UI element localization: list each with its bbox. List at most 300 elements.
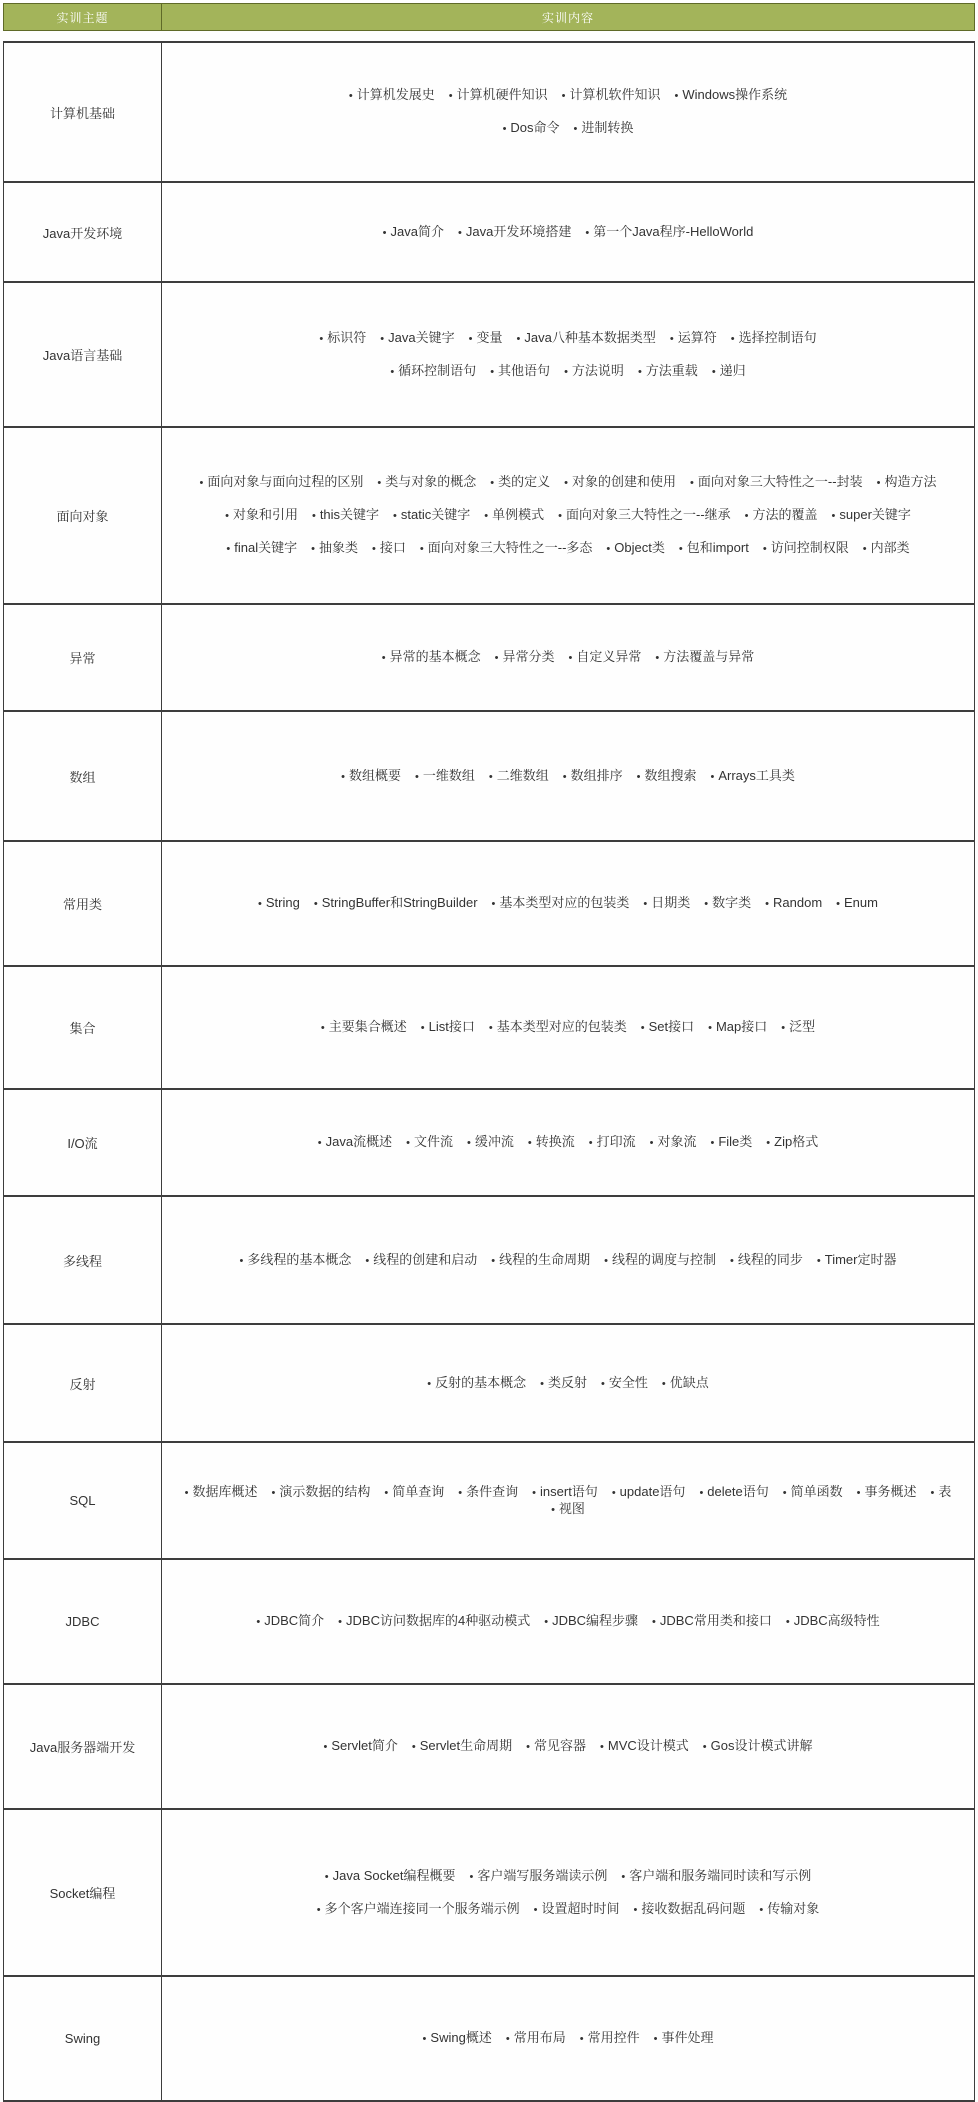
content-item: • 内部类 <box>862 540 910 555</box>
content-item: • 反射的基本概念 <box>427 1374 527 1390</box>
bullet-icon: • <box>766 1137 771 1149</box>
content-item: • Java关键字 <box>380 329 455 345</box>
bullet-icon: • <box>930 1486 935 1499</box>
table-row <box>4 1560 974 1685</box>
bullet-icon: • <box>377 477 382 489</box>
content-item: • JDBC编程步骤 <box>544 1613 639 1628</box>
bullet-icon: • <box>320 1022 325 1034</box>
bullet-icon: • <box>606 543 611 555</box>
bullet-icon: • <box>491 898 496 910</box>
content-item: • JDBC常用类和接口 <box>652 1613 772 1628</box>
content-item: • 多个客户端连接同一个服务端示例 <box>316 1900 520 1916</box>
topic-cell: Socket编程 <box>4 1810 162 1975</box>
content-item: • 面向对象三大特性之一--继承 <box>558 507 731 522</box>
content-item: • StringBuffer和StringBuilder <box>313 895 478 910</box>
content-line <box>310 1901 827 1918</box>
content-item: • 优缺点 <box>661 1374 709 1390</box>
content-item: • 转换流 <box>527 1134 575 1149</box>
topic-cell: 集合 <box>4 967 162 1088</box>
bullet-icon: • <box>225 510 229 522</box>
bullet-icon: • <box>669 332 674 345</box>
table-row <box>4 967 974 1090</box>
table-row <box>4 842 974 967</box>
content-line <box>376 224 761 241</box>
content-item: • 事件处理 <box>653 2030 714 2045</box>
header-topic: 实训主题 <box>4 4 162 30</box>
content-item: • 简单函数 <box>782 1483 843 1499</box>
content-cell <box>162 1810 974 1975</box>
table-row <box>4 43 974 183</box>
table-row <box>4 1197 974 1325</box>
bullet-icon: • <box>382 226 387 239</box>
bullet-icon: • <box>730 1254 734 1267</box>
content-cell <box>162 712 974 840</box>
content-item: • Java开发环境搭建 <box>458 223 572 239</box>
content-cell <box>162 183 974 281</box>
content-item: • JDBC简介 <box>256 1613 325 1628</box>
bullet-icon: • <box>494 652 499 664</box>
bullet-icon: • <box>579 2033 584 2045</box>
content-item: • 接收数据乱码问题 <box>633 1900 746 1916</box>
content-item: • 类的定义 <box>490 474 551 489</box>
content-item: • 异常的基本概念 <box>381 649 481 664</box>
content-item: • Java流概述 <box>317 1134 393 1149</box>
content-item: • delete语句 <box>699 1483 769 1499</box>
content-item: • Map接口 <box>708 1019 768 1034</box>
content-item: • 基本类型对应的包装类 <box>488 1019 627 1034</box>
header-content: 实训内容 <box>541 10 594 25</box>
bullet-icon: • <box>862 543 867 555</box>
curriculum-table <box>3 3 975 2102</box>
bullet-icon: • <box>422 2033 427 2045</box>
bullet-icon: • <box>271 1486 276 1499</box>
content-line <box>342 87 794 104</box>
content-item: • 方法的覆盖 <box>744 507 818 522</box>
table-row <box>4 428 974 605</box>
bullet-icon: • <box>258 898 262 910</box>
content-item: • static关键字 <box>393 507 471 522</box>
content-item: • Gos设计模式讲解 <box>702 1738 813 1753</box>
bullet-icon: • <box>316 1903 321 1916</box>
content-item: • 一维数组 <box>414 767 475 783</box>
bullet-icon: • <box>652 1616 656 1628</box>
bullet-icon: • <box>488 1022 493 1034</box>
content-cell <box>162 1560 974 1683</box>
bullet-icon: • <box>636 770 641 783</box>
content-item: • Zip格式 <box>766 1134 819 1149</box>
bullet-icon: • <box>653 2033 658 2045</box>
table-row <box>4 605 974 712</box>
content-item: • Windows操作系统 <box>674 87 788 102</box>
bullet-icon: • <box>341 770 345 783</box>
content-item: • 变量 <box>468 329 503 345</box>
bullet-icon: • <box>393 510 397 522</box>
content-item: • Swing概述 <box>422 2030 492 2045</box>
topic-cell: I/O流 <box>4 1090 162 1195</box>
bullet-icon: • <box>730 332 735 345</box>
bullet-icon: • <box>782 1486 787 1499</box>
bullet-icon: • <box>588 1137 593 1149</box>
content-line <box>251 895 885 912</box>
bullet-icon: • <box>527 1137 532 1149</box>
bullet-icon: • <box>311 543 315 555</box>
content-item: • 自定义异常 <box>568 649 642 664</box>
bullet-icon: • <box>637 365 642 378</box>
content-item: • 接口 <box>372 540 406 555</box>
content-item: • 方法重载 <box>637 362 698 378</box>
bullet-icon: • <box>490 365 495 378</box>
content-item: • 基本类型对应的包装类 <box>491 895 630 910</box>
topic-cell: SQL <box>4 1443 162 1558</box>
content-cell <box>162 605 974 710</box>
table-row <box>4 1090 974 1197</box>
bullet-icon: • <box>856 1486 861 1499</box>
bullet-icon: • <box>505 2033 510 2045</box>
content-item: • Java简介 <box>382 223 444 239</box>
content-item: • 构造方法 <box>876 474 937 489</box>
content-item: • 对象流 <box>649 1134 697 1149</box>
content-item: • 面向对象三大特性之一--封装 <box>690 474 863 489</box>
bullet-icon: • <box>469 1870 474 1883</box>
content-item: • 线程的调度与控制 <box>604 1251 716 1267</box>
content-item: • MVC设计模式 <box>600 1738 689 1753</box>
bullet-icon: • <box>324 1870 329 1883</box>
content-line <box>176 1484 960 1518</box>
table-body <box>3 41 975 2102</box>
content-item: • 传输对象 <box>759 1900 820 1916</box>
content-item: • 面向对象三大特性之一--多态 <box>419 540 593 555</box>
table-header <box>3 3 975 31</box>
content-item: • List接口 <box>420 1019 475 1034</box>
content-item: • 条件查询 <box>458 1483 519 1499</box>
content-item: • 打印流 <box>588 1134 636 1149</box>
content-item: • 其他语句 <box>490 362 551 378</box>
content-item: • 二维数组 <box>488 767 549 783</box>
bullet-icon: • <box>568 652 573 664</box>
topic-cell: Java语言基础 <box>4 283 162 426</box>
table-row <box>4 183 974 283</box>
content-line <box>496 120 641 137</box>
bullet-icon: • <box>561 90 566 102</box>
content-item: • 数组概要 <box>341 767 401 783</box>
table-row <box>4 1325 974 1443</box>
bullet-icon: • <box>601 1377 605 1390</box>
content-line <box>318 1868 818 1885</box>
content-item: • 方法覆盖与异常 <box>655 649 755 664</box>
content-item: • Java Socket编程概要 <box>324 1867 456 1883</box>
content-item: • 常见容器 <box>526 1738 587 1753</box>
content-item: • 线程的生命周期 <box>491 1251 591 1267</box>
topic-cell: JDBC <box>4 1560 162 1683</box>
content-item: • 对象的创建和使用 <box>564 474 677 489</box>
bullet-icon: • <box>836 898 841 910</box>
bullet-icon: • <box>633 1903 638 1916</box>
bullet-icon: • <box>420 1022 425 1034</box>
bullet-icon: • <box>411 1741 416 1753</box>
content-item: • 计算机软件知识 <box>561 87 661 102</box>
bullet-icon: • <box>365 1254 370 1267</box>
content-line <box>334 768 802 785</box>
content-item: • 客户端和服务端同时读和写示例 <box>621 1867 812 1883</box>
content-item: • 数据库概述 <box>184 1483 258 1499</box>
bullet-icon: • <box>199 477 204 489</box>
content-item: • Java八种基本数据类型 <box>516 329 656 345</box>
content-item: • 多线程的基本概念 <box>239 1251 352 1267</box>
bullet-icon: • <box>604 1254 608 1267</box>
topic-cell: 常用类 <box>4 842 162 965</box>
bullet-icon: • <box>313 898 318 910</box>
bullet-icon: • <box>621 1870 626 1883</box>
content-item: • File类 <box>710 1134 753 1149</box>
bullet-icon: • <box>564 477 569 489</box>
bullet-icon: • <box>655 652 660 664</box>
content-item: • Enum <box>836 895 878 910</box>
content-item: • 线程的创建和启动 <box>365 1251 478 1267</box>
content-item: • 数组搜索 <box>636 767 697 783</box>
topic-cell: 反射 <box>4 1325 162 1441</box>
content-item: • JDBC高级特性 <box>785 1613 880 1628</box>
bullet-icon: • <box>380 332 385 345</box>
content-item: • insert语句 <box>532 1483 598 1499</box>
content-item: • 异常分类 <box>494 649 555 664</box>
bullet-icon: • <box>640 1022 645 1034</box>
content-item: • Servlet生命周期 <box>411 1738 513 1753</box>
content-cell <box>162 428 974 603</box>
bullet-icon: • <box>759 1903 764 1916</box>
table-row <box>4 1443 974 1560</box>
bullet-icon: • <box>585 226 590 239</box>
content-line <box>314 1019 822 1036</box>
content-item: • 方法说明 <box>564 362 624 378</box>
content-item: • 运算符 <box>669 329 717 345</box>
bullet-icon: • <box>239 1254 244 1267</box>
bullet-icon: • <box>502 123 507 135</box>
bullet-icon: • <box>710 1137 715 1149</box>
content-cell <box>162 1325 974 1441</box>
bullet-icon: • <box>762 543 767 555</box>
bullet-icon: • <box>490 477 495 489</box>
bullet-icon: • <box>674 90 679 102</box>
content-item: • 计算机发展史 <box>348 87 435 102</box>
content-item: • Set接口 <box>640 1019 695 1034</box>
content-item: • 面向对象与面向过程的区别 <box>199 474 364 489</box>
content-item: • 文件流 <box>406 1134 453 1149</box>
content-line <box>375 649 762 666</box>
content-line <box>312 330 823 347</box>
bullet-icon: • <box>390 365 395 378</box>
content-item: • 表 <box>930 1483 952 1499</box>
content-item: • 日期类 <box>643 895 691 910</box>
content-item: • 常用控件 <box>579 2030 640 2045</box>
bullet-icon: • <box>516 332 521 345</box>
bullet-icon: • <box>661 1377 666 1390</box>
content-item: • 客户端写服务端读示例 <box>469 1867 608 1883</box>
content-cell <box>162 283 974 426</box>
topic-cell: Java服务器端开发 <box>4 1685 162 1808</box>
content-line <box>420 1375 716 1392</box>
bullet-icon: • <box>876 477 881 489</box>
bullet-icon: • <box>458 226 462 239</box>
bullet-icon: • <box>785 1616 790 1628</box>
bullet-icon: • <box>816 1254 821 1267</box>
content-item: • 单例模式 <box>484 507 545 522</box>
bullet-icon: • <box>419 543 424 555</box>
topic-cell: 计算机基础 <box>4 43 162 181</box>
bullet-icon: • <box>702 1741 707 1753</box>
content-item: • super关键字 <box>831 507 911 522</box>
content-item: • 安全性 <box>601 1374 648 1390</box>
bullet-icon: • <box>317 1137 322 1149</box>
content-line <box>218 507 918 524</box>
content-item: • 常用布局 <box>505 2030 566 2045</box>
table-row <box>4 1810 974 1977</box>
bullet-icon: • <box>458 1486 463 1499</box>
content-item: • 对象和引用 <box>225 507 298 522</box>
bullet-icon: • <box>831 510 836 522</box>
bullet-icon: • <box>323 1741 328 1753</box>
content-item: • 线程的同步 <box>730 1251 803 1267</box>
bullet-icon: • <box>488 770 493 783</box>
content-item: • 演示数据的结构 <box>271 1483 371 1499</box>
content-item: • 计算机硬件知识 <box>448 87 548 102</box>
content-item: • 数组排序 <box>562 767 623 783</box>
content-line <box>311 1134 825 1151</box>
topic-cell: 多线程 <box>4 1197 162 1323</box>
content-cell <box>162 967 974 1088</box>
bullet-icon: • <box>381 652 386 664</box>
content-item: • Timer定时器 <box>816 1251 897 1267</box>
content-item: • Arrays工具类 <box>710 767 795 783</box>
content-item: • 主要集合概述 <box>320 1019 407 1034</box>
content-item: • 泛型 <box>781 1019 816 1034</box>
bullet-icon: • <box>540 1377 544 1390</box>
bullet-icon: • <box>406 1137 410 1149</box>
bullet-icon: • <box>466 1137 471 1149</box>
topic-cell: Swing <box>4 1977 162 2100</box>
bullet-icon: • <box>573 123 578 135</box>
content-item: • 选择控制语句 <box>730 329 817 345</box>
content-item: • 抽象类 <box>311 540 358 555</box>
bullet-icon: • <box>781 1022 786 1034</box>
content-item: • Object类 <box>606 540 665 555</box>
content-item: • 循环控制语句 <box>390 362 477 378</box>
topic-cell: Java开发环境 <box>4 183 162 281</box>
content-item: • update语句 <box>611 1483 686 1499</box>
content-item: • 事务概述 <box>856 1483 917 1499</box>
bullet-icon: • <box>551 1503 555 1516</box>
content-line <box>249 1613 886 1630</box>
bullet-icon: • <box>184 1486 189 1499</box>
bullet-icon: • <box>544 1616 549 1628</box>
content-line <box>233 1252 904 1269</box>
content-cell <box>162 842 974 965</box>
content-cell <box>162 43 974 181</box>
content-line <box>416 2030 721 2047</box>
bullet-icon: • <box>649 1137 654 1149</box>
bullet-icon: • <box>678 543 683 555</box>
content-cell <box>162 1197 974 1323</box>
content-item: • this关键字 <box>311 507 380 522</box>
content-item: • String <box>258 895 300 910</box>
content-cell <box>162 1685 974 1808</box>
content-item: • 第一个Java程序-HelloWorld <box>585 223 754 239</box>
bullet-icon: • <box>562 770 567 783</box>
content-item: • 标识符 <box>319 329 367 345</box>
bullet-icon: • <box>710 770 715 783</box>
content-item: • 类与对象的概念 <box>377 474 477 489</box>
bullet-icon: • <box>765 898 770 910</box>
content-item: • Random <box>765 895 823 910</box>
bullet-icon: • <box>708 1022 712 1034</box>
bullet-icon: • <box>643 898 648 910</box>
content-item: • 数字类 <box>704 895 752 910</box>
bullet-icon: • <box>414 770 419 783</box>
content-cell <box>162 1090 974 1195</box>
bullet-icon: • <box>338 1616 343 1628</box>
bullet-icon: • <box>711 365 716 378</box>
bullet-icon: • <box>704 898 709 910</box>
content-item: • Dos命令 <box>502 120 560 135</box>
bullet-icon: • <box>744 510 749 522</box>
bullet-icon: • <box>319 332 324 345</box>
bullet-icon: • <box>348 90 353 102</box>
content-item: • 包和import <box>678 540 749 555</box>
topic-cell: 数组 <box>4 712 162 840</box>
bullet-icon: • <box>532 1486 537 1499</box>
topic-cell: 异常 <box>4 605 162 710</box>
content-item: • 进制转换 <box>573 120 634 135</box>
table-row <box>4 1685 974 1810</box>
content-item: • 类反射 <box>540 1374 587 1390</box>
bullet-icon: • <box>384 1486 389 1499</box>
content-item: • JDBC访问数据库的4种驱动模式 <box>338 1613 531 1628</box>
content-item: • 缓冲流 <box>466 1134 514 1149</box>
content-item: • 视图 <box>551 1500 585 1516</box>
bullet-icon: • <box>690 477 694 489</box>
bullet-icon: • <box>526 1741 531 1753</box>
content-cell <box>162 1443 974 1558</box>
bullet-icon: • <box>256 1616 261 1628</box>
bullet-icon: • <box>533 1903 538 1916</box>
bullet-icon: • <box>427 1377 432 1390</box>
content-item: • Servlet简介 <box>323 1738 398 1753</box>
content-line <box>383 363 752 380</box>
bullet-icon: • <box>226 543 231 555</box>
bullet-icon: • <box>558 510 562 522</box>
table-row <box>4 283 974 428</box>
content-item: • 简单查询 <box>384 1483 445 1499</box>
bullet-icon: • <box>611 1486 616 1499</box>
bullet-icon: • <box>484 510 489 522</box>
content-item: • 递归 <box>711 362 746 378</box>
content-line <box>193 474 944 491</box>
topic-cell: 面向对象 <box>4 428 162 603</box>
bullet-icon: • <box>564 365 568 378</box>
bullet-icon: • <box>311 510 316 522</box>
table-row <box>4 712 974 842</box>
content-item: • 访问控制权限 <box>762 540 849 555</box>
content-line <box>219 540 916 557</box>
content-cell <box>162 1977 974 2100</box>
table-row <box>4 1977 974 2100</box>
bullet-icon: • <box>468 332 473 345</box>
bullet-icon: • <box>600 1741 604 1753</box>
content-line <box>317 1738 820 1755</box>
content-item: • 设置超时时间 <box>533 1900 620 1916</box>
bullet-icon: • <box>372 543 376 555</box>
bullet-icon: • <box>699 1486 704 1499</box>
bullet-icon: • <box>491 1254 496 1267</box>
